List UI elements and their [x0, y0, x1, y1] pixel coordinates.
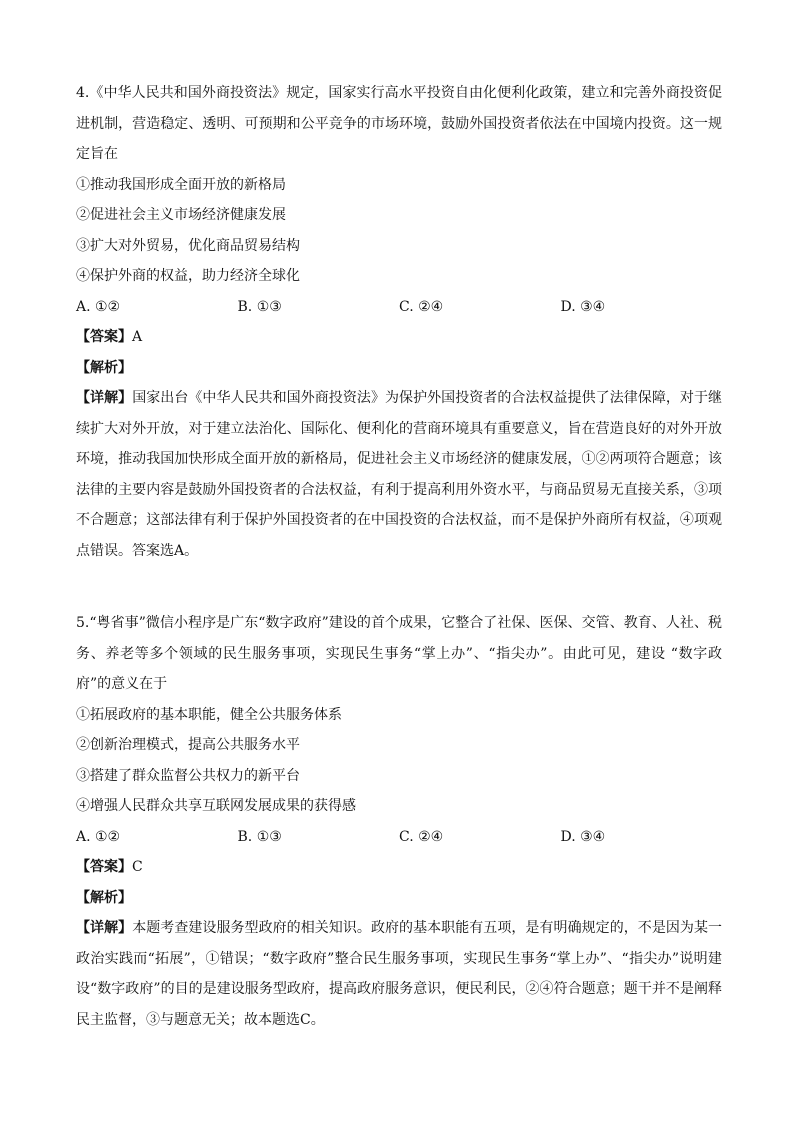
detail-paragraph	[76, 383, 722, 566]
detail-paragraph	[76, 913, 722, 1035]
option-c: C. ②④	[399, 828, 444, 845]
statement-item: ④增强人民群众共享互联网发展成果的获得感	[76, 798, 356, 814]
option-b: B. ①③	[237, 828, 282, 845]
answer-label: 【答案】	[76, 329, 132, 345]
option-d: D. ③④	[560, 828, 606, 845]
answer-line	[76, 852, 722, 883]
detail-text: 本题考查建设服务型政府的相关知识。政府的基本职能有五项，是有明确规定的，不是因为某一政治实践而“拓展”，①错误；“数字政府”整合民生服务事项，实现民生事务“掌上办”、“指尖办”说明建设“数字政府”的目的是建设服务型政府，提高政府服务意识，便民利民，②④符合题意；题干并不是阐释民主监督，③与题意无关；故本题选C。	[76, 920, 723, 1028]
answer-options	[76, 822, 722, 853]
statement-item: ③搭建了群众监督公共权力的新平台	[76, 767, 300, 784]
question-5	[76, 608, 722, 1035]
statement-item: ③扩大对外贸易，优化商品贸易结构	[76, 237, 300, 254]
option-b: B. ①③	[237, 298, 282, 315]
answer-value: A	[132, 329, 143, 345]
question-stem: 4.《中华人民共和国外商投资法》规定，国家实行高水平投资自由化便利化政策，建立和完善外商投资促进机制，营造稳定、透明、可预期和公平竞争的市场环境，鼓励外国投资者依法在中国境内投资。这一规定旨在	[76, 85, 722, 162]
answer-options	[76, 292, 722, 323]
option-a: A. ①②	[76, 298, 121, 315]
statement-item: ④保护外商的权益，助力经济全球化	[76, 268, 300, 284]
question-4	[76, 78, 722, 566]
analysis-label: 【解析】	[76, 889, 132, 906]
detail-text: 国家出台《中华人民共和国外商投资法》为保护外国投资者的合法权益提供了法律保障，对于继续扩大对外开放，对于建立法治化、国际化、便利化的营商环境具有重要意义，旨在营造良好的对外开放环境，推动我国加快形成全面开放的新格局，促进社会主义市场经济的健康发展，①②两项符合题意；该法律的主要内容是鼓励外国投资者的合法权益，有利于提高利用外资水平，与商品贸易无直接关系，③项不合题意；这部法律有利于保护外国投资者的在中国投资的合法权益，而不是保护外商所有权益，④项观点错误。答案选A。	[76, 390, 723, 559]
detail-label: 【详解】	[76, 390, 133, 406]
answer-line	[76, 322, 722, 353]
answer-label: 【答案】	[76, 859, 132, 875]
option-d: D. ③④	[560, 298, 606, 315]
statement-item: ②促进社会主义市场经济健康发展	[76, 207, 286, 223]
option-a: A. ①②	[76, 828, 121, 845]
detail-label: 【详解】	[76, 920, 133, 936]
analysis-label: 【解析】	[76, 359, 132, 376]
question-stem: 5.“粤省事”微信小程序是广东“数字政府”建设的首个成果，它整合了社保、医保、交管、教育、人社、税务、养老等多个领域的民生服务事项，实现民生事务“掌上办”、“指尖办”。由此可见，建设 “数字政府”的意义在于	[76, 615, 722, 692]
option-c: C. ②④	[399, 298, 444, 315]
statement-item: ②创新治理模式，提高公共服务水平	[76, 737, 300, 753]
statement-item: ①推动我国形成全面开放的新格局	[76, 176, 286, 193]
answer-value: C	[132, 859, 143, 875]
statement-item: ①拓展政府的基本职能，健全公共服务体系	[76, 706, 342, 723]
